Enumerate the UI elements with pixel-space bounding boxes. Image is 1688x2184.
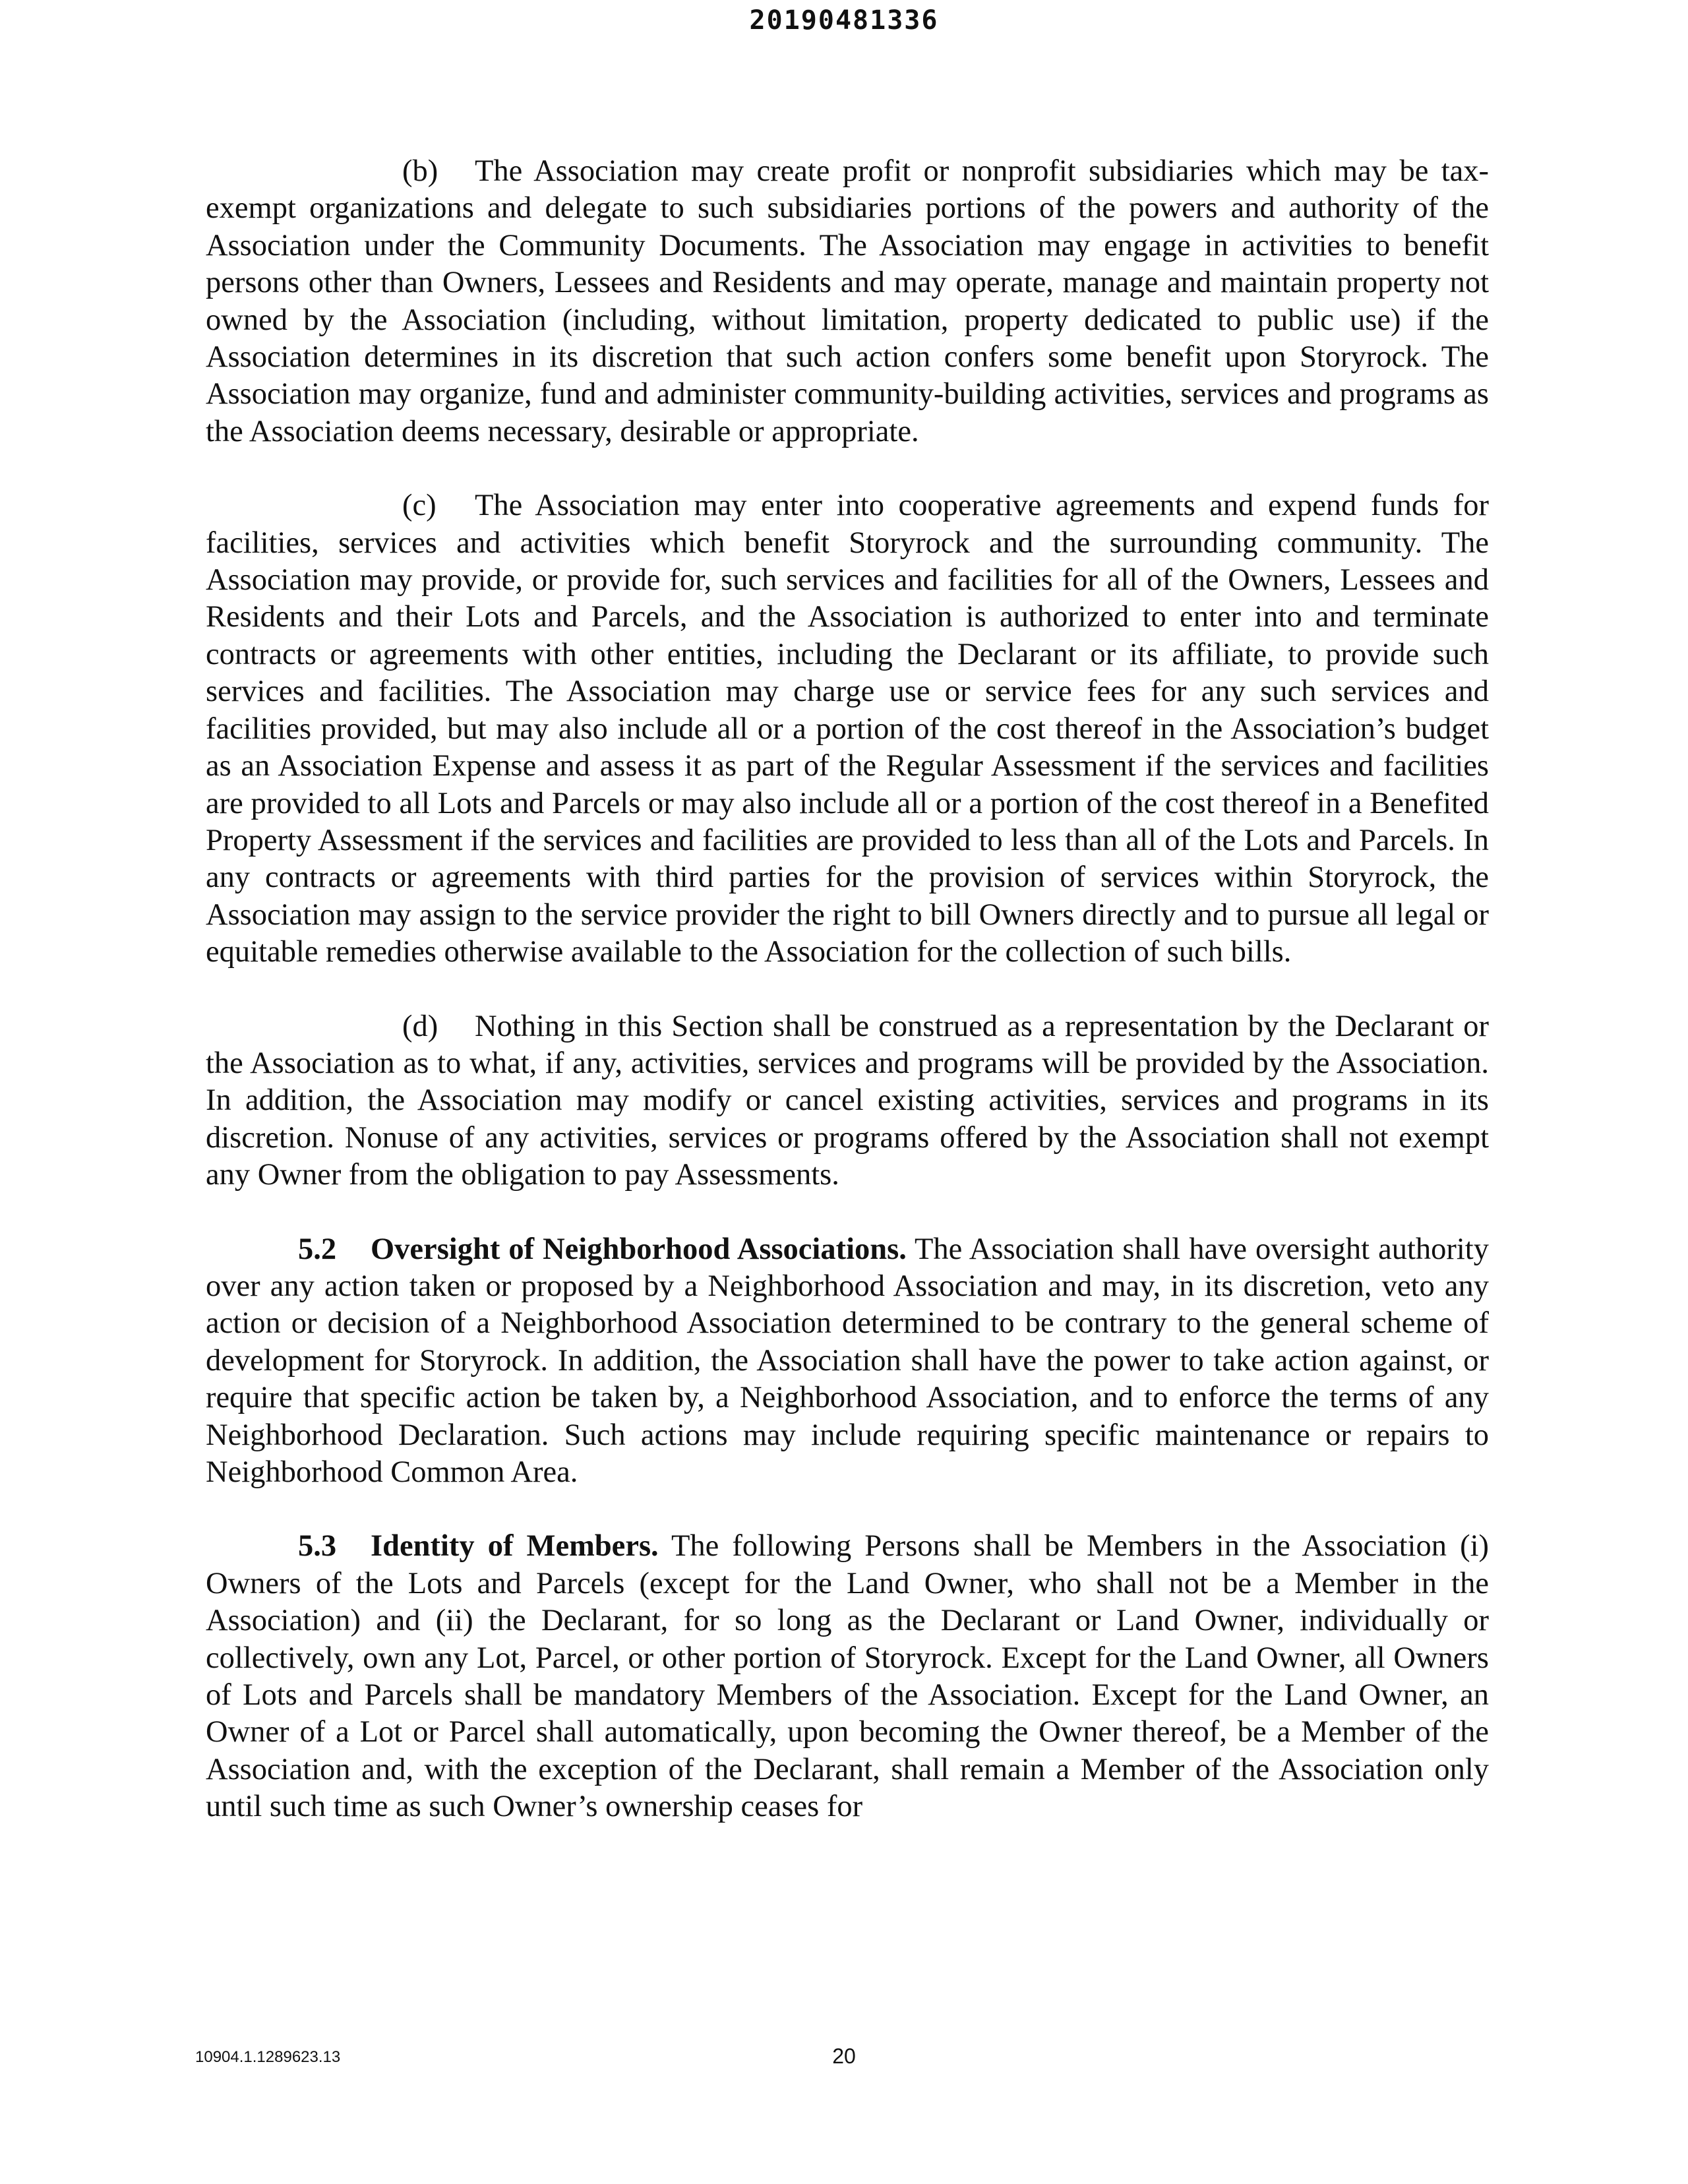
paragraph-text: The Association may enter into cooperative agreements and expend funds for facilities, services and activities which benefit Storyrock and the surrounding community. The Association may provide, or provide for, such services and facilities for all of the Owners, Lessees and Residents and their Lots and Parcels, and the Association is authorized to enter into and terminate contracts or agreements with other entities, including the Declarant or its affiliate, to provide such services and facilities. The Association may charge use or service fees for any such services and facilities provided, but may also include all or a portion of the cost thereof in the Association’s budget as an Association Expense and assess it as part of the Regular Assessment if the services and facilities are provided to all Lots and Parcels or may also include all or a portion of the cost thereof in a Benefited Property Assessment if the services and facilities are provided to less than all of the Lots and Parcels. In any contracts or agreements with third parties for the provision of services within Storyrock, the Association may assign to the service provider the right to bill Owners directly and to pursue all legal or equitable remedies otherwise available to the Association for the collection of such bills. bbox=[206, 489, 1489, 969]
section-5-2 bbox=[206, 1231, 1489, 1492]
section-number: 5.2 bbox=[298, 1232, 337, 1266]
paragraph-c bbox=[206, 487, 1489, 971]
paragraph-b bbox=[206, 153, 1489, 450]
recording-number: 20190481336 bbox=[749, 5, 939, 36]
page-number: 20 bbox=[832, 2044, 856, 2068]
section-text: The following Persons shall be Members in the Association (i) Owners of the Lots and Parcels (except for the Land Owner, who shall not be a Member in the Association) and (ii) the Declarant, for so long as the Declarant or Land Owner, individually or collectively, own any Lot, Parcel, or other portion of Storyrock. Except for the Land Owner, all Owners of Lots and Parcels shall be mandatory Members of the Association. Except for the Land Owner, an Owner of a Lot or Parcel shall automatically, upon becoming the Owner thereof, be a Member of the Association and, with the exception of the Declarant, shall remain a Member of the Association only until such time as such Owner’s ownership ceases for bbox=[206, 1529, 1489, 1824]
section-number: 5.3 bbox=[298, 1529, 337, 1563]
paragraph-label: (b) bbox=[402, 154, 438, 188]
section-5-3 bbox=[206, 1528, 1489, 1825]
document-body bbox=[206, 153, 1489, 1863]
document-reference: 10904.1.1289623.13 bbox=[195, 2048, 341, 2066]
section-heading: Identity of Members. bbox=[371, 1529, 659, 1563]
section-text: The Association shall have oversight authority over any action taken or proposed by a Neighborhood Association and may, in its discretion, veto any action or decision of a Neighborhood Association determined to be contrary to the general scheme of development for Storyrock. In addition, the Association shall have the power to take action against, or require that specific action be taken by, a Neighborhood Association, and to enforce the terms of any Neighborhood Declaration. Such actions may include requiring specific maintenance or repairs to Neighborhood Common Area. bbox=[206, 1232, 1489, 1489]
section-heading: Oversight of Neighborhood Associations. bbox=[371, 1232, 907, 1266]
paragraph-text: The Association may create profit or nonprofit subsidiaries which may be tax-exempt organizations and delegate to such subsidiaries portions of the powers and authority of the Association under the Community Documents. The Association may engage in activities to benefit persons other than Owners, Lessees and Residents and may operate, manage and maintain property not owned by the Association (including, without limitation, property dedicated to public use) if the Association determines in its discretion that such action confers some benefit upon Storyrock. The Association may organize, fund and administer community-building activities, services and programs as the Association deems necessary, desirable or appropriate. bbox=[206, 154, 1489, 448]
paragraph-label: (c) bbox=[402, 489, 437, 523]
paragraph-label: (d) bbox=[402, 1009, 438, 1043]
paragraph-d bbox=[206, 1008, 1489, 1194]
paragraph-text: Nothing in this Section shall be construed as a representation by the Declarant or the Association as to what, if any, activities, services and programs will be provided by the Association. In addition, the Association may modify or cancel existing activities, services and programs in its discretion. Nonuse of any activities, services or programs offered by the Association shall not exempt any Owner from the obligation to pay Assessments. bbox=[206, 1009, 1489, 1192]
